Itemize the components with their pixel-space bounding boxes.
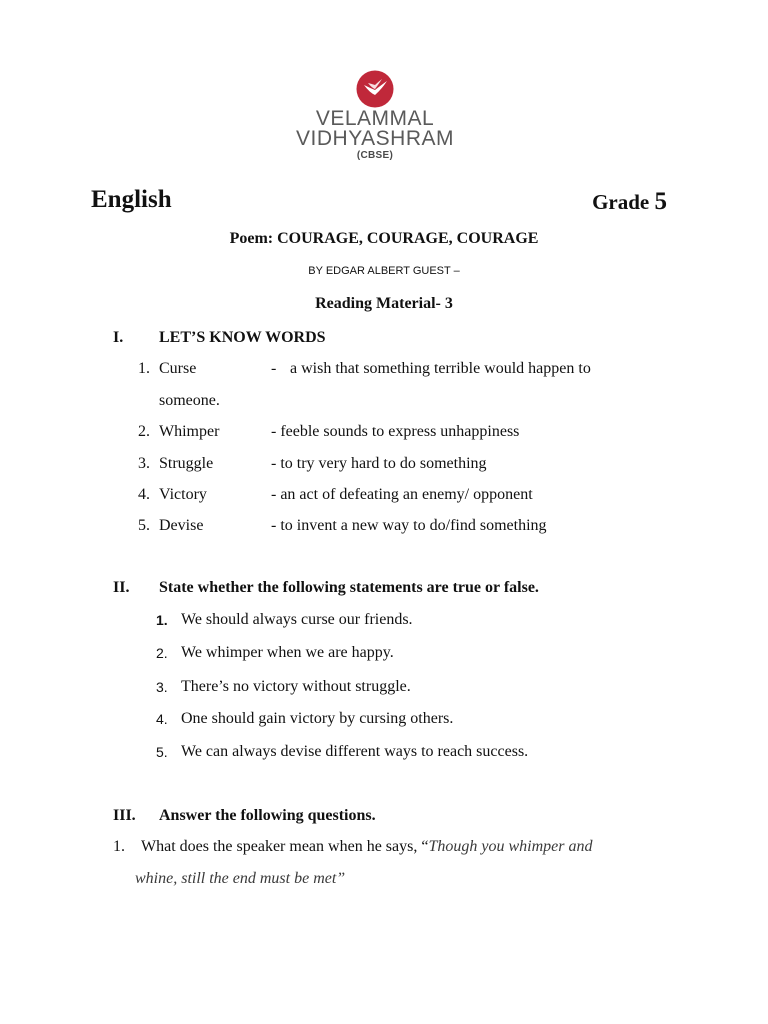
poem-title: Poem: COURAGE, COURAGE, COURAGE bbox=[229, 230, 539, 247]
question-text bbox=[141, 838, 592, 856]
school-name-line2: VIDHYASHRAM bbox=[296, 127, 454, 150]
vocab-meaning: - to try very hard to do something bbox=[271, 455, 487, 472]
question-quote: Though you whimper and bbox=[428, 838, 593, 855]
vocab-word: Victory bbox=[159, 486, 207, 503]
vocab-word: Curse bbox=[159, 360, 197, 377]
section1-numeral: I. bbox=[113, 329, 124, 346]
poem-author: BY EDGAR ALBERT GUEST – bbox=[308, 265, 460, 277]
statement-text: We whimper when we are happy. bbox=[181, 644, 394, 661]
vocab-number: 1. bbox=[138, 360, 150, 377]
velammal-emblem-icon bbox=[356, 70, 394, 108]
vocab-number: 4. bbox=[138, 486, 150, 503]
section3-numeral: III. bbox=[113, 807, 136, 824]
section2-title: State whether the following statements are true or false. bbox=[159, 579, 539, 596]
statement-number: 2. bbox=[156, 645, 168, 661]
question-prompt: What does the speaker mean when he says, “ bbox=[141, 838, 429, 855]
vocab-meaning: - an act of defeating an enemy/ opponent bbox=[271, 486, 533, 503]
reading-material-title: Reading Material- 3 bbox=[315, 295, 453, 312]
statement-text: One should gain victory by cursing others. bbox=[181, 710, 454, 727]
vocab-meaning: - feeble sounds to express unhappiness bbox=[271, 423, 520, 440]
statement-number: 5. bbox=[156, 744, 168, 760]
question-quote-continuation: whine, still the end must be met” bbox=[135, 870, 346, 887]
subject-title: English bbox=[91, 186, 172, 213]
section1-title: LET’S KNOW WORDS bbox=[159, 329, 326, 346]
statement-text: We should always curse our friends. bbox=[181, 611, 413, 628]
vocab-number: 2. bbox=[138, 423, 150, 440]
statement-number: 4. bbox=[156, 711, 168, 727]
vocab-number: 5. bbox=[138, 517, 150, 534]
school-board-label: (CBSE) bbox=[356, 150, 394, 161]
grade-number: 5 bbox=[654, 188, 667, 215]
vocab-word: Whimper bbox=[159, 423, 220, 440]
school-name-line1: VELAMMAL bbox=[315, 107, 435, 130]
statement-number: 3. bbox=[156, 679, 168, 695]
vocab-meaning: - to invent a new way to do/find something bbox=[271, 517, 547, 534]
vocab-number: 3. bbox=[138, 455, 150, 472]
section3-title: Answer the following questions. bbox=[159, 807, 376, 824]
grade-label bbox=[592, 188, 667, 216]
question-number: 1. bbox=[113, 838, 125, 855]
vocab-word: Devise bbox=[159, 517, 204, 534]
vocab-dash: - bbox=[271, 360, 277, 377]
statement-text: There’s no victory without struggle. bbox=[181, 678, 411, 695]
grade-word: Grade bbox=[592, 190, 650, 214]
statement-text: We can always devise different ways to reach success. bbox=[181, 743, 529, 760]
vocab-meaning: a wish that something terrible would happen to bbox=[290, 360, 591, 377]
statement-number: 1. bbox=[156, 612, 168, 628]
vocab-meaning-continuation: someone. bbox=[159, 392, 220, 409]
vocab-word: Struggle bbox=[159, 455, 214, 472]
section2-numeral: II. bbox=[113, 579, 130, 596]
